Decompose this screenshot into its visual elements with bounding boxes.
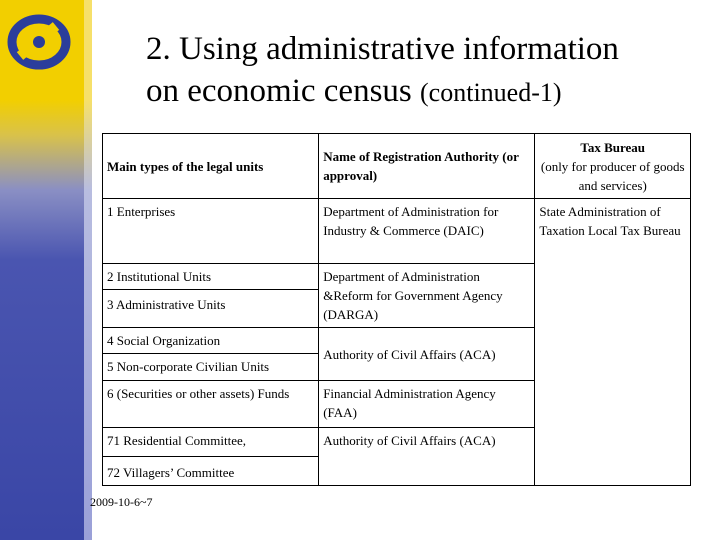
unit-cell: 1 Enterprises (103, 199, 319, 264)
authority-cell: Financial Administration Agency (FAA) (319, 381, 535, 428)
unit-cell (103, 264, 319, 328)
sidebar-band (84, 0, 92, 540)
authority-cell: Department of Administration &Reform for Government Agency (DARGA) (319, 264, 535, 328)
authority-cell: Authority of Civil Affairs (ACA) (319, 328, 535, 381)
header-registration-authority: Name of Registration Authority (or approval) (319, 134, 535, 199)
title-line-1: 2. Using administrative information (146, 31, 619, 67)
authority-cell: Authority of Civil Affairs (ACA) (319, 428, 535, 486)
table-header-row (103, 134, 691, 199)
header-tax-bureau-title: Tax Bureau (580, 139, 646, 155)
unit-line: 2 Institutional Units (103, 264, 318, 290)
sidebar-decoration (0, 0, 84, 540)
unit-line: 3 Administrative Units (107, 297, 226, 312)
authority-cell: Department of Administration for Industry & Commerce (DAIC) (319, 199, 535, 264)
header-legal-units: Main types of the legal units (103, 134, 319, 199)
title-line-2-main: on economic census (146, 73, 412, 109)
header-tax-bureau (535, 134, 691, 199)
unit-line: 5 Non-corporate Civilian Units (107, 359, 270, 374)
unit-line: 72 Villagers’ Committee (107, 465, 235, 480)
unit-line: 71 Residential Committee, (103, 428, 318, 457)
unit-line: 4 Social Organization (103, 328, 318, 354)
table-row (103, 199, 691, 264)
tax-authority-cell: State Administration of Taxation Local Tax Bureau (535, 199, 691, 486)
header-tax-bureau-note: (only for producer of goods and services) (540, 158, 685, 193)
unit-cell (103, 428, 319, 486)
statistics-logo-icon (6, 12, 72, 72)
unit-cell (103, 328, 319, 381)
title-line-2-suffix: (continued-1) (420, 78, 562, 107)
page-title (146, 28, 706, 114)
footer-date: 2009-10-6~7 (90, 495, 153, 509)
title-line-2 (146, 70, 706, 114)
unit-cell: 6 (Securities or other assets) Funds (103, 381, 319, 428)
legal-units-table (102, 133, 691, 486)
